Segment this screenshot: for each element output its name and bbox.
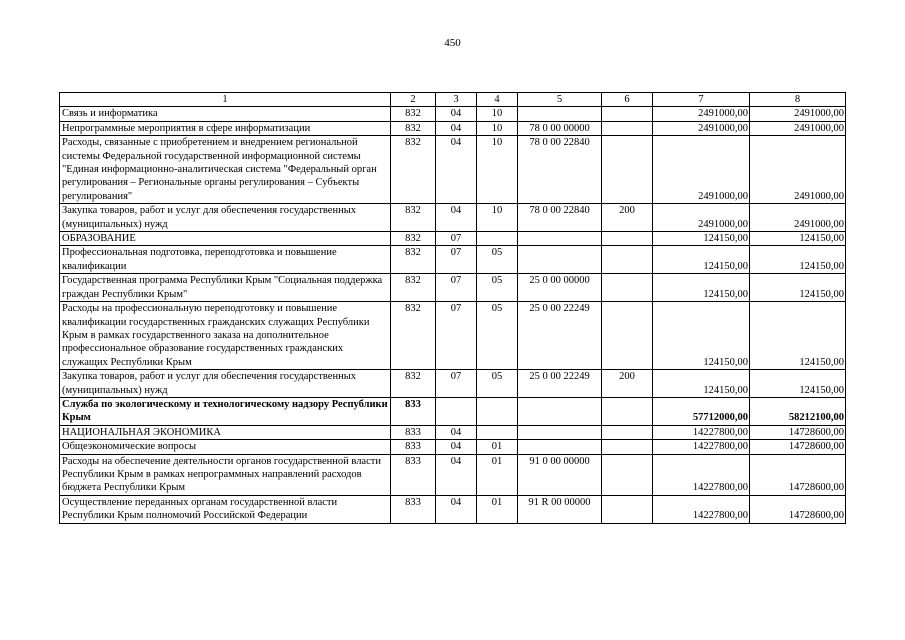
column-header: 3 bbox=[436, 93, 477, 107]
ministry-code-cell: 833 bbox=[391, 425, 436, 439]
ministry-code-cell: 832 bbox=[391, 107, 436, 121]
amount-year1-cell: 2491000,00 bbox=[653, 107, 750, 121]
row-name-cell: НАЦИОНАЛЬНАЯ ЭКОНОМИКА bbox=[60, 425, 391, 439]
section-code-cell: 04 bbox=[436, 495, 477, 523]
ministry-code-cell: 832 bbox=[391, 232, 436, 246]
column-header: 1 bbox=[60, 93, 391, 107]
table-header-row bbox=[60, 93, 846, 107]
subsection-code-cell: 05 bbox=[477, 274, 518, 302]
section-code-cell: 07 bbox=[436, 302, 477, 370]
column-header: 8 bbox=[750, 93, 846, 107]
row-name-cell: Профессиональная подготовка, переподготовка и повышение квалификации bbox=[60, 246, 391, 274]
ministry-code-cell: 833 bbox=[391, 495, 436, 523]
amount-year2-cell: 58212100,00 bbox=[750, 397, 846, 425]
subsection-code-cell: 10 bbox=[477, 121, 518, 135]
column-header: 6 bbox=[602, 93, 653, 107]
expense-type-cell bbox=[602, 425, 653, 439]
column-header: 7 bbox=[653, 93, 750, 107]
expense-type-cell bbox=[602, 495, 653, 523]
table-row bbox=[60, 302, 846, 370]
page-number: 450 bbox=[444, 37, 461, 49]
table-row bbox=[60, 440, 846, 454]
ministry-code-cell: 833 bbox=[391, 454, 436, 495]
ministry-code-cell: 833 bbox=[391, 440, 436, 454]
row-name-cell: Общеэкономические вопросы bbox=[60, 440, 391, 454]
amount-year1-cell: 14227800,00 bbox=[653, 454, 750, 495]
row-name-cell: Закупка товаров, работ и услуг для обеспечения государственных (муниципальных) нужд bbox=[60, 204, 391, 232]
section-code-cell: 07 bbox=[436, 274, 477, 302]
section-code-cell: 07 bbox=[436, 370, 477, 398]
column-header: 2 bbox=[391, 93, 436, 107]
section-code-cell: 04 bbox=[436, 121, 477, 135]
amount-year1-cell: 14227800,00 bbox=[653, 495, 750, 523]
column-header: 5 bbox=[518, 93, 602, 107]
expense-type-cell: 200 bbox=[602, 370, 653, 398]
ministry-code-cell: 832 bbox=[391, 274, 436, 302]
amount-year2-cell: 14728600,00 bbox=[750, 495, 846, 523]
target-article-cell bbox=[518, 440, 602, 454]
section-code-cell: 04 bbox=[436, 454, 477, 495]
section-code-cell: 04 bbox=[436, 136, 477, 204]
row-name-cell: Расходы на профессиональную переподготовку и повышение квалификации государственных гражданских служащих Республики Крым в рамках государственного заказа на дополнительное профессиональное образование государственных гражданских служащих Республики Крым bbox=[60, 302, 391, 370]
subsection-code-cell: 05 bbox=[477, 246, 518, 274]
section-code-cell: 04 bbox=[436, 204, 477, 232]
subsection-code-cell: 10 bbox=[477, 204, 518, 232]
ministry-code-cell: 832 bbox=[391, 136, 436, 204]
section-code-cell: 07 bbox=[436, 246, 477, 274]
ministry-code-cell: 832 bbox=[391, 246, 436, 274]
table-row bbox=[60, 107, 846, 121]
target-article-cell: 91 R 00 00000 bbox=[518, 495, 602, 523]
amount-year1-cell: 124150,00 bbox=[653, 232, 750, 246]
subsection-code-cell bbox=[477, 232, 518, 246]
subsection-code-cell: 05 bbox=[477, 302, 518, 370]
target-article-cell bbox=[518, 232, 602, 246]
section-code-cell bbox=[436, 397, 477, 425]
subsection-code-cell: 01 bbox=[477, 454, 518, 495]
row-name-cell: Непрограммные мероприятия в сфере информатизации bbox=[60, 121, 391, 135]
amount-year2-cell: 2491000,00 bbox=[750, 136, 846, 204]
table-row bbox=[60, 370, 846, 398]
amount-year2-cell: 14728600,00 bbox=[750, 454, 846, 495]
row-name-cell: Закупка товаров, работ и услуг для обеспечения государственных (муниципальных) нужд bbox=[60, 370, 391, 398]
section-code-cell: 04 bbox=[436, 440, 477, 454]
row-name-cell: Осуществление переданных органам государственной власти Республики Крым полномочий Российской Федерации bbox=[60, 495, 391, 523]
row-name-cell: Расходы, связанные с приобретением и внедрением региональной системы Федеральной государственной информационной системы "Единая информационно-аналитическая система "Федеральный орган регулирования – Региональные органы регулирования – Субъекты регулирования" bbox=[60, 136, 391, 204]
amount-year2-cell: 124150,00 bbox=[750, 246, 846, 274]
table-row bbox=[60, 204, 846, 232]
amount-year1-cell: 14227800,00 bbox=[653, 425, 750, 439]
amount-year1-cell: 2491000,00 bbox=[653, 136, 750, 204]
target-article-cell bbox=[518, 397, 602, 425]
ministry-code-cell: 832 bbox=[391, 121, 436, 135]
expense-type-cell bbox=[602, 107, 653, 121]
ministry-code-cell: 832 bbox=[391, 302, 436, 370]
expense-type-cell bbox=[602, 454, 653, 495]
amount-year1-cell: 14227800,00 bbox=[653, 440, 750, 454]
amount-year2-cell: 14728600,00 bbox=[750, 440, 846, 454]
amount-year2-cell: 2491000,00 bbox=[750, 107, 846, 121]
subsection-code-cell bbox=[477, 425, 518, 439]
expense-type-cell bbox=[602, 397, 653, 425]
expense-type-cell bbox=[602, 232, 653, 246]
table-row bbox=[60, 121, 846, 135]
expense-type-cell bbox=[602, 136, 653, 204]
expense-type-cell bbox=[602, 246, 653, 274]
column-header: 4 bbox=[477, 93, 518, 107]
table-row bbox=[60, 397, 846, 425]
table-row bbox=[60, 274, 846, 302]
amount-year2-cell: 2491000,00 bbox=[750, 204, 846, 232]
subsection-code-cell: 01 bbox=[477, 495, 518, 523]
target-article-cell bbox=[518, 425, 602, 439]
amount-year1-cell: 57712000,00 bbox=[653, 397, 750, 425]
target-article-cell bbox=[518, 107, 602, 121]
row-name-cell: ОБРАЗОВАНИЕ bbox=[60, 232, 391, 246]
table-row bbox=[60, 136, 846, 204]
ministry-code-cell: 832 bbox=[391, 204, 436, 232]
expense-type-cell bbox=[602, 121, 653, 135]
target-article-cell: 78 0 00 22840 bbox=[518, 136, 602, 204]
row-name-cell: Связь и информатика bbox=[60, 107, 391, 121]
section-code-cell: 04 bbox=[436, 107, 477, 121]
amount-year2-cell: 2491000,00 bbox=[750, 121, 846, 135]
amount-year1-cell: 124150,00 bbox=[653, 246, 750, 274]
target-article-cell: 25 0 00 22249 bbox=[518, 370, 602, 398]
amount-year2-cell: 124150,00 bbox=[750, 370, 846, 398]
amount-year2-cell: 124150,00 bbox=[750, 274, 846, 302]
subsection-code-cell: 05 bbox=[477, 370, 518, 398]
table-row bbox=[60, 232, 846, 246]
expense-type-cell bbox=[602, 274, 653, 302]
table-row bbox=[60, 246, 846, 274]
expense-type-cell: 200 bbox=[602, 204, 653, 232]
target-article-cell: 25 0 00 22249 bbox=[518, 302, 602, 370]
table-row bbox=[60, 425, 846, 439]
amount-year2-cell: 124150,00 bbox=[750, 302, 846, 370]
row-name-cell: Служба по экологическому и технологическому надзору Республики Крым bbox=[60, 397, 391, 425]
amount-year1-cell: 2491000,00 bbox=[653, 121, 750, 135]
target-article-cell: 25 0 00 00000 bbox=[518, 274, 602, 302]
subsection-code-cell bbox=[477, 397, 518, 425]
amount-year1-cell: 124150,00 bbox=[653, 370, 750, 398]
row-name-cell: Государственная программа Республики Крым "Социальная поддержка граждан Республики Крым" bbox=[60, 274, 391, 302]
subsection-code-cell: 10 bbox=[477, 136, 518, 204]
target-article-cell: 91 0 00 00000 bbox=[518, 454, 602, 495]
amount-year1-cell: 124150,00 bbox=[653, 302, 750, 370]
target-article-cell: 78 0 00 22840 bbox=[518, 204, 602, 232]
ministry-code-cell: 833 bbox=[391, 397, 436, 425]
section-code-cell: 04 bbox=[436, 425, 477, 439]
amount-year1-cell: 2491000,00 bbox=[653, 204, 750, 232]
amount-year1-cell: 124150,00 bbox=[653, 274, 750, 302]
table-row bbox=[60, 495, 846, 523]
budget-table bbox=[59, 92, 846, 524]
amount-year2-cell: 124150,00 bbox=[750, 232, 846, 246]
target-article-cell: 78 0 00 00000 bbox=[518, 121, 602, 135]
subsection-code-cell: 01 bbox=[477, 440, 518, 454]
row-name-cell: Расходы на обеспечение деятельности органов государственной власти Республики Крым в рамках непрограммных направлений расходов бюджета Республики Крым bbox=[60, 454, 391, 495]
expense-type-cell bbox=[602, 302, 653, 370]
table-row bbox=[60, 454, 846, 495]
amount-year2-cell: 14728600,00 bbox=[750, 425, 846, 439]
target-article-cell bbox=[518, 246, 602, 274]
ministry-code-cell: 832 bbox=[391, 370, 436, 398]
section-code-cell: 07 bbox=[436, 232, 477, 246]
subsection-code-cell: 10 bbox=[477, 107, 518, 121]
expense-type-cell bbox=[602, 440, 653, 454]
